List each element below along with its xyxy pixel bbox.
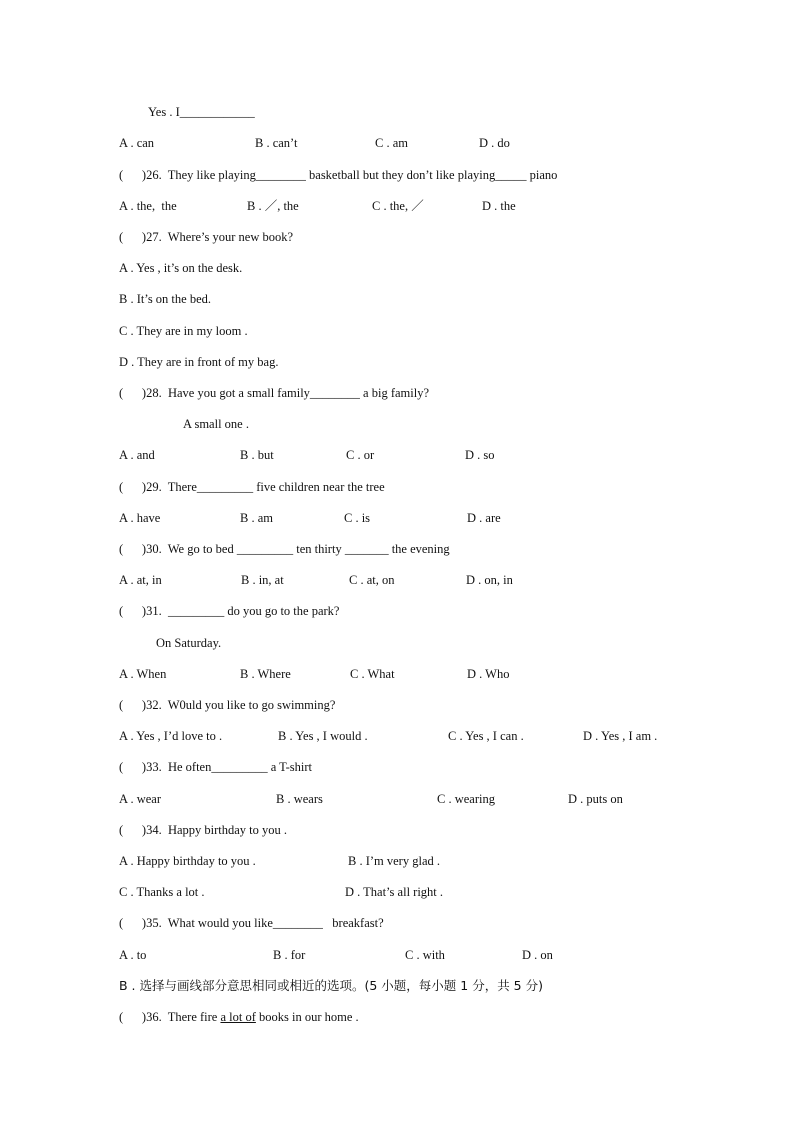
question-32: ( )32. W0uld you like to go swimming? (119, 698, 336, 712)
answer-line-25: Yes . I____________ (148, 105, 255, 119)
option-c: C . the, ／ (372, 199, 424, 213)
question-34: ( )34. Happy birthday to you . (119, 823, 288, 837)
section-heading: B . 选择与画线部分意思相同或相近的选项。(5 小题，每小题 1 分，共 5 分) (119, 978, 543, 993)
question-36-suffix: books in our home . (255, 1010, 359, 1024)
option-d: D . are (467, 511, 501, 525)
option-c: C . Yes , I can . (448, 729, 524, 743)
option-d: D . That’s all right . (345, 885, 444, 899)
option-c: C . wearing (437, 792, 495, 806)
option-b: B . in, at (241, 573, 284, 587)
option-b: B . ／, the (247, 199, 299, 213)
option-c: C . Thanks a lot . (119, 885, 205, 899)
option-a: A . have (119, 511, 161, 525)
question-30: ( )30. We go to bed _________ ten thirty _______ the evening (119, 542, 450, 556)
option-b: B . Where (240, 667, 291, 681)
option-d: D . puts on (568, 792, 623, 806)
option-c: C . They are in my loom . (119, 324, 248, 338)
option-c: C . or (346, 448, 375, 462)
question-36-prefix: ( )36. There fire (119, 1010, 221, 1024)
option-a: A . and (119, 448, 155, 462)
option-b: B . I’m very glad . (348, 854, 440, 868)
option-b: B . am (240, 511, 273, 525)
option-b: B . It’s on the bed. (119, 292, 212, 306)
option-b: B . wears (276, 792, 323, 806)
option-d: D . on (522, 948, 553, 962)
option-b: B . for (273, 948, 306, 962)
option-d: D . so (465, 448, 495, 462)
question-27: ( )27. Where’s your new book? (119, 230, 294, 244)
option-c: C . What (350, 667, 395, 681)
question-26: ( )26. They like playing________ basketball but they don’t like playing_____ piano (119, 168, 558, 182)
option-a: A . wear (119, 792, 161, 806)
option-a: A . the, the (119, 199, 177, 213)
question-28: ( )28. Have you got a small family________ a big family? (119, 386, 430, 400)
option-c: C . at, on (349, 573, 395, 587)
option-a: A . When (119, 667, 167, 681)
option-c: C . is (344, 511, 371, 525)
answer-line-28: A small one . (183, 417, 249, 431)
question-35: ( )35. What would you like________ breakfast? (119, 916, 384, 930)
question-31: ( )31. _________ do you go to the park? (119, 604, 340, 618)
option-c: C . am (375, 136, 408, 150)
option-b: B . but (240, 448, 274, 462)
option-b: B . Yes , I would . (278, 729, 368, 743)
option-c: C . with (405, 948, 445, 962)
question-33: ( )33. He often_________ a T-shirt (119, 760, 313, 774)
option-a: A . can (119, 136, 155, 150)
option-d: D . on, in (466, 573, 513, 587)
option-d: D . the (482, 199, 516, 213)
option-d: D . Yes , I am . (583, 729, 658, 743)
option-a: A . at, in (119, 573, 162, 587)
option-a: A . to (119, 948, 147, 962)
answer-line-31: On Saturday. (156, 636, 222, 650)
option-d: D . Who (467, 667, 510, 681)
underlined-phrase: a lot of (220, 1010, 256, 1024)
option-a: A . Happy birthday to you . (119, 854, 256, 868)
question-36 (119, 1009, 359, 1025)
option-b: B . can’t (255, 136, 298, 150)
option-d: D . do (479, 136, 510, 150)
option-a: A . Yes , it’s on the desk. (119, 261, 243, 275)
option-d: D . They are in front of my bag. (119, 355, 279, 369)
question-29: ( )29. There_________ five children near the tree (119, 480, 385, 494)
option-a: A . Yes , I’d love to . (119, 729, 223, 743)
